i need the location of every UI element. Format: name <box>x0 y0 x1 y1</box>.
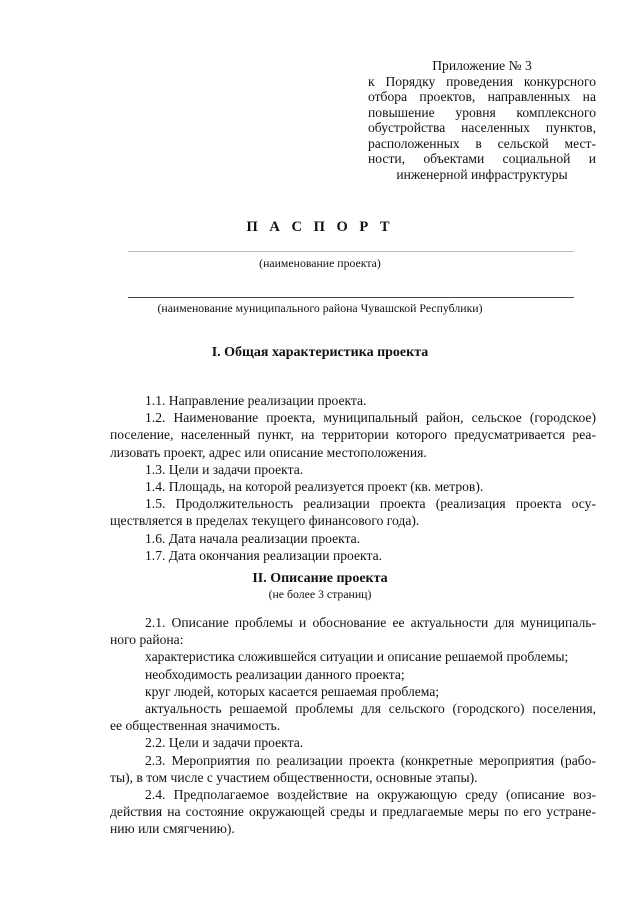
appendix-line: инженерной инфраструктуры <box>396 166 568 182</box>
list-item: 1.1. Направление реализации проекта. <box>145 393 367 408</box>
appendix-line: отбора проектов, направленных на <box>368 89 596 104</box>
list-item: 2.3. Мероприятия по реализации проекта (конкретные мероприятия (рабо- ты), в том числе с участием общественности, основные этапы). <box>110 752 596 785</box>
project-name-line <box>128 251 574 252</box>
appendix-line: обустройства населенных пунктов, <box>368 120 596 135</box>
list-item: 2.2. Цели и задачи проекта. <box>145 735 304 751</box>
section2-heading: II. Описание проекта <box>252 571 388 586</box>
appendix-block <box>368 58 596 182</box>
district-name-caption: (наименование муниципального района Чувашской Республики) <box>157 301 483 315</box>
list-item: 2.4. Предполагаемое воздействие на окружающую среду (описание воз- действия на состояние окружающей среды и предлагаемые меры по его устране- нию или смягчению). <box>110 787 596 837</box>
list-item: 1.7. Дата окончания реализации проекта. <box>145 547 383 563</box>
section1-list <box>110 392 596 564</box>
list-item: 1.4. Площадь, на которой реализуется проект (кв. метров). <box>145 479 484 495</box>
section2-subheading: (не более 3 страниц) <box>268 587 372 601</box>
list-item: 1.6. Дата начала реализации проекта. <box>145 530 361 546</box>
project-name-caption: (наименование проекта) <box>259 256 381 270</box>
section1-heading: I. Общая характеристика проекта <box>211 345 429 360</box>
list-item: необходимость реализации данного проекта; <box>145 666 405 682</box>
list-item: характеристика сложившейся ситуации и описание решаемой проблемы; <box>145 649 569 665</box>
appendix-line: к Порядку проведения конкурсного <box>368 73 596 89</box>
list-item: круг людей, которых касается решаемая проблема; <box>145 683 440 699</box>
appendix-line: ности, объектами социальной и <box>368 151 596 166</box>
appendix-title: Приложение № 3 <box>432 58 532 73</box>
list-item: 1.5. Продолжительность реализации проекта (реализация проекта осу- ществляется в пределах текущего финансового года). <box>110 496 596 529</box>
list-item: 2.1. Описание проблемы и обоснование ее актуальности для муниципаль- ного района: <box>110 615 596 648</box>
appendix-line: повышение уровня комплексного <box>368 104 596 120</box>
district-name-line <box>128 297 574 298</box>
appendix-line: расположенных в сельской мест- <box>368 135 596 151</box>
section2-list <box>110 614 596 838</box>
passport-title: П А С П О Р Т <box>246 219 394 235</box>
list-item: 1.2. Наименование проекта, муниципальный район, сельское (городское) поселение, населенный пункт, на территории которого предусматривается реа- лизовать проект, адрес или описание местоположения. <box>110 410 596 460</box>
list-item: актуальность решаемой проблемы для сельского (городского) поселения, ее общественная значимость. <box>110 701 596 734</box>
list-item: 1.3. Цели и задачи проекта. <box>145 461 304 477</box>
